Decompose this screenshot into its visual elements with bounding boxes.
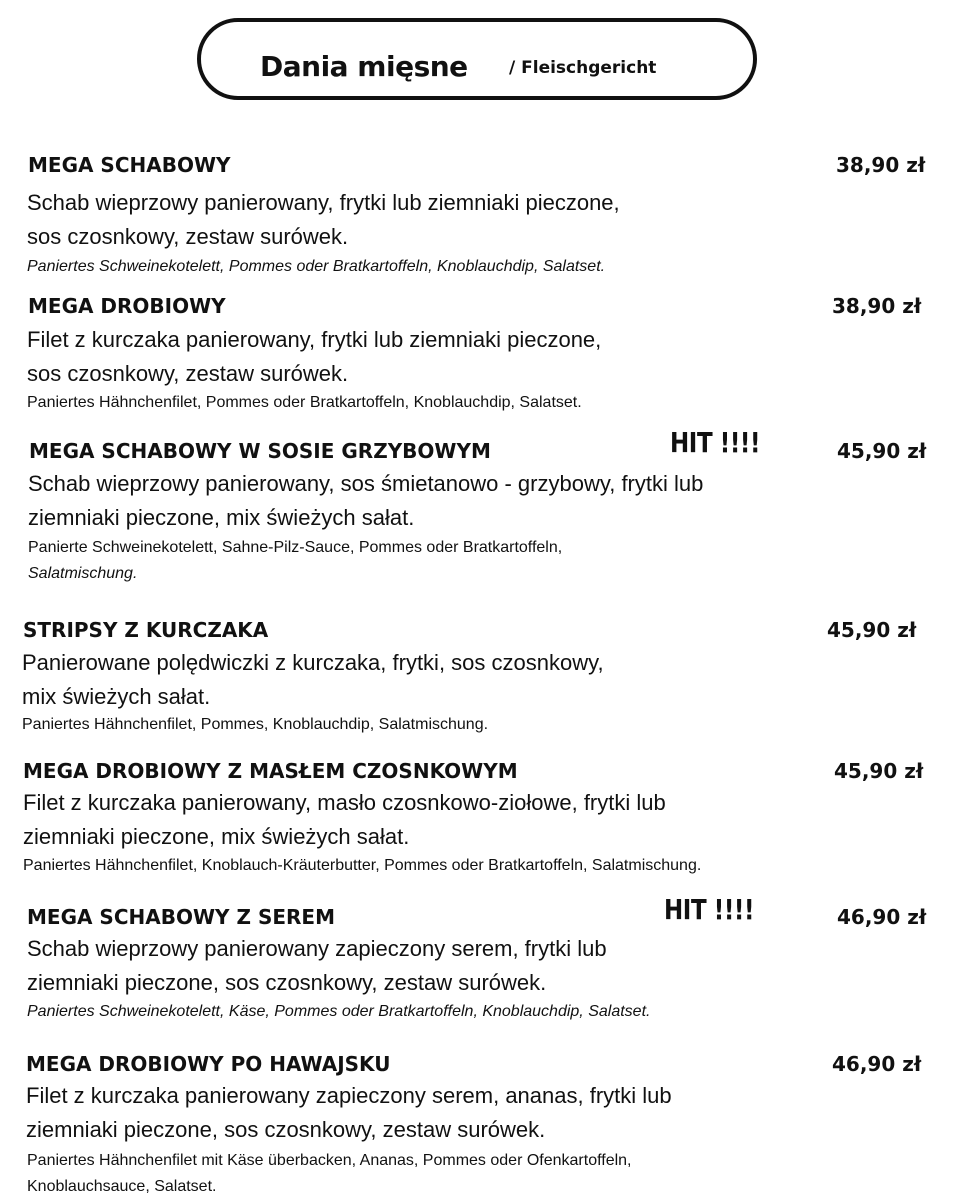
menu-item-name: MEGA DROBIOWY xyxy=(28,294,226,318)
menu-item-price: 46,90 zł xyxy=(837,905,927,929)
description-de-line: Paniertes Schweinekotelett, Pommes oder Bratkartoffeln, Knoblauchdip, Salatset. xyxy=(27,258,606,275)
description-line: Filet z kurczaka panierowany zapieczony serem, ananas, frytki lub xyxy=(26,1083,672,1108)
menu-item-description xyxy=(27,932,607,1000)
menu-item-description xyxy=(27,186,620,254)
description-line: Panierowane polędwiczki z kurczaka, frytki, sos czosnkowy, xyxy=(22,650,604,675)
menu-item-price: 45,90 zł xyxy=(834,759,924,783)
description-line: Schab wieprzowy panierowany, frytki lub ziemniaki pieczone, xyxy=(27,190,620,215)
menu-item-description-de xyxy=(27,999,650,1025)
hit-badge: HIT !!!! xyxy=(670,426,761,459)
menu-item-name: STRIPSY Z KURCZAKA xyxy=(23,618,269,642)
menu-item-description xyxy=(28,467,703,535)
description-de-line: Paniertes Hähnchenfilet mit Käse überbacken, Ananas, Pommes oder Ofenkartoffeln, xyxy=(27,1152,632,1169)
menu-item-price: 38,90 zł xyxy=(836,153,926,177)
menu-item-price: 45,90 zł xyxy=(837,439,927,463)
description-line: Filet z kurczaka panierowany, masło czosnkowo-ziołowe, frytki lub xyxy=(23,790,666,815)
description-de-line: Salatmischung. xyxy=(28,565,138,582)
description-de-line: Paniertes Hähnchenfilet, Pommes, Knoblauchdip, Salatmischung. xyxy=(22,716,489,733)
menu-item-name: MEGA SCHABOWY W SOSIE GRZYBOWYM xyxy=(29,439,491,463)
description-de-line: Knoblauchsauce, Salatset. xyxy=(27,1178,217,1195)
description-line: sos czosnkowy, zestaw surówek. xyxy=(27,224,349,249)
menu-item-price: 45,90 zł xyxy=(827,618,917,642)
menu-item-description-de xyxy=(23,853,701,879)
menu-section-title: Dania mięsne xyxy=(260,50,468,83)
description-line: ziemniaki pieczone, sos czosnkowy, zestaw surówek. xyxy=(26,1117,546,1142)
description-line: mix świeżych sałat. xyxy=(22,684,211,709)
description-line: Schab wieprzowy panierowany zapieczony serem, frytki lub xyxy=(27,936,607,961)
menu-item-description xyxy=(27,323,601,391)
hit-badge: HIT !!!! xyxy=(664,893,755,926)
description-de-line: Paniertes Schweinekotelett, Käse, Pommes oder Bratkartoffeln, Knoblauchdip, Salatset. xyxy=(27,1003,651,1020)
menu-item-description-de xyxy=(27,254,605,280)
menu-item-description-de xyxy=(27,390,582,416)
menu-item-description-de xyxy=(28,535,562,587)
description-de-line: Paniertes Hähnchenfilet, Knoblauch-Kräuterbutter, Pommes oder Bratkartoffeln, Salatmischung. xyxy=(23,857,702,874)
description-line: Filet z kurczaka panierowany, frytki lub ziemniaki pieczone, xyxy=(27,327,602,352)
menu-item-description-de xyxy=(22,712,488,738)
menu-item-name: MEGA SCHABOWY xyxy=(28,153,231,177)
menu-item-description-de xyxy=(27,1148,632,1200)
description-de-line: Panierte Schweinekotelett, Sahne-Pilz-Sauce, Pommes oder Bratkartoffeln, xyxy=(28,539,563,556)
description-de-line: Paniertes Hähnchenfilet, Pommes oder Bratkartoffeln, Knoblauchdip, Salatset. xyxy=(27,394,582,411)
menu-item-price: 46,90 zł xyxy=(832,1052,922,1076)
description-line: Schab wieprzowy panierowany, sos śmietanowo - grzybowy, frytki lub xyxy=(28,471,704,496)
description-line: ziemniaki pieczone, mix świeżych sałat. xyxy=(23,824,410,849)
description-line: ziemniaki pieczone, sos czosnkowy, zestaw surówek. xyxy=(27,970,547,995)
menu-item-name: MEGA DROBIOWY PO HAWAJSKU xyxy=(26,1052,391,1076)
menu-item-name: MEGA SCHABOWY Z SEREM xyxy=(27,905,335,929)
menu-item-description xyxy=(23,786,666,854)
menu-section-subtitle: / Fleischgericht xyxy=(509,58,657,78)
menu-item-price: 38,90 zł xyxy=(832,294,922,318)
menu-item-description xyxy=(26,1079,672,1147)
menu-item-name: MEGA DROBIOWY Z MASŁEM CZOSNKOWYM xyxy=(23,759,518,783)
description-line: sos czosnkowy, zestaw surówek. xyxy=(27,361,349,386)
menu-item-description xyxy=(22,646,604,714)
description-line: ziemniaki pieczone, mix świeżych sałat. xyxy=(28,505,415,530)
